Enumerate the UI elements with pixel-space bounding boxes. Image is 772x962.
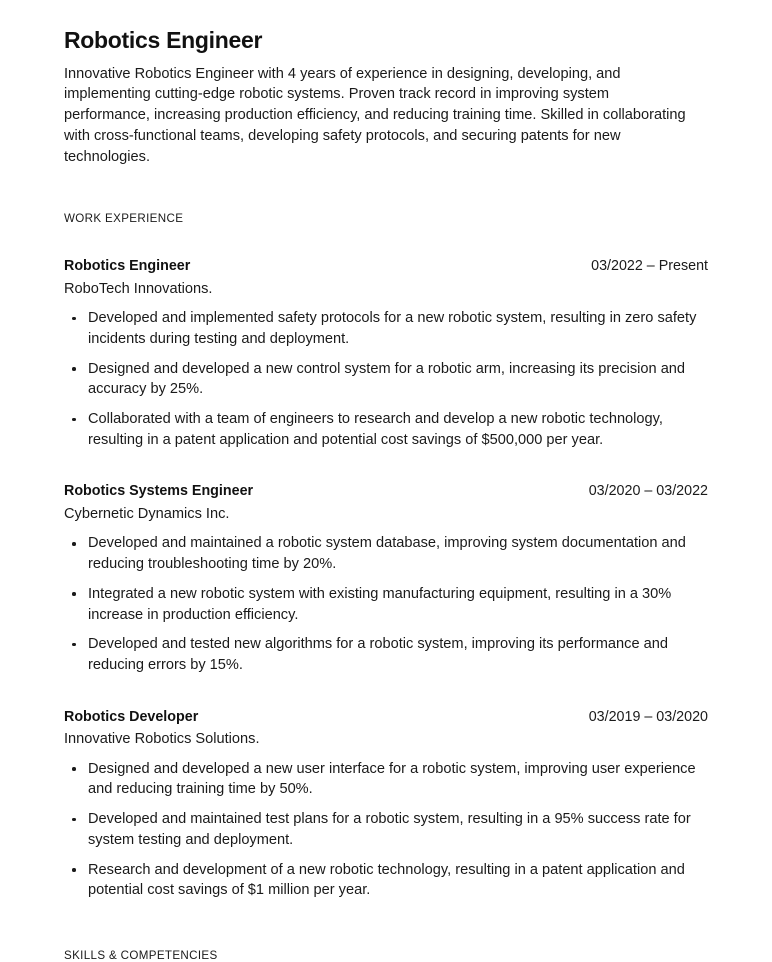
company-name: Cybernetic Dynamics Inc.	[64, 506, 230, 523]
job-title: Robotics Systems Engineer	[64, 483, 254, 500]
professional-summary: Innovative Robotics Engineer with 4 years of experience in designing, developing, and implementing cutting-edge robotic systems. Proven track record in improving system performance, increasing production efficiency, and reducing training time. Skilled in collaborating with cross-functional teams, developing safety protocols, and securing patents for new technologies.	[64, 65, 686, 165]
list-item: Developed and maintained test plans for a robotic system, resulting in a 95% success rate for system testing and deployment.	[64, 809, 708, 850]
list-item: Research and development of a new robotic technology, resulting in a patent application and potential cost savings of $1 million per year.	[64, 860, 708, 901]
page-title: Robotics Engineer	[64, 27, 263, 53]
list-item: Developed and tested new algorithms for a robotic system, improving its performance and reducing errors by 15%.	[64, 634, 708, 675]
experience-entry-header	[64, 708, 708, 727]
list-item: Integrated a new robotic system with existing manufacturing equipment, resulting in a 30% increase in production efficiency.	[64, 584, 708, 625]
list-item: Collaborated with a team of engineers to research and develop a new robotic technology, resulting in a patent application and potential cost savings of $500,000 per year.	[64, 409, 708, 450]
experience-entry-header	[64, 257, 708, 276]
list-item: Developed and maintained a robotic system database, improving system documentation and reducing troubleshooting time by 20%.	[64, 533, 708, 574]
work-experience-section	[64, 212, 708, 901]
section-header-work-experience: WORK EXPERIENCE	[64, 212, 184, 226]
company-name: RoboTech Innovations.	[64, 280, 213, 297]
list-item: Developed and implemented safety protocols for a new robotic system, resulting in zero safety incidents during testing and deployment.	[64, 308, 708, 349]
section-header-skills: SKILLS & COMPETENCIES	[64, 948, 218, 962]
job-bullet-list	[64, 533, 708, 675]
experience-entry	[64, 257, 708, 450]
company-name: Innovative Robotics Solutions.	[64, 731, 260, 748]
job-title: Robotics Engineer	[64, 258, 191, 275]
experience-entry	[64, 482, 708, 675]
job-date-range: 03/2020 – 03/2022	[588, 483, 708, 500]
list-item: Designed and developed a new control system for a robotic arm, increasing its precision and accuracy by 25%.	[64, 359, 708, 400]
list-item: Designed and developed a new user interface for a robotic system, improving user experience and reducing training time by 50%.	[64, 759, 708, 800]
experience-entry-header	[64, 482, 708, 501]
job-bullet-list	[64, 308, 708, 450]
skills-section	[64, 949, 708, 962]
job-date-range: 03/2019 – 03/2020	[588, 708, 708, 725]
experience-entry	[64, 708, 708, 901]
job-date-range: 03/2022 – Present	[591, 258, 708, 275]
job-title: Robotics Developer	[64, 708, 199, 725]
job-bullet-list	[64, 759, 708, 901]
